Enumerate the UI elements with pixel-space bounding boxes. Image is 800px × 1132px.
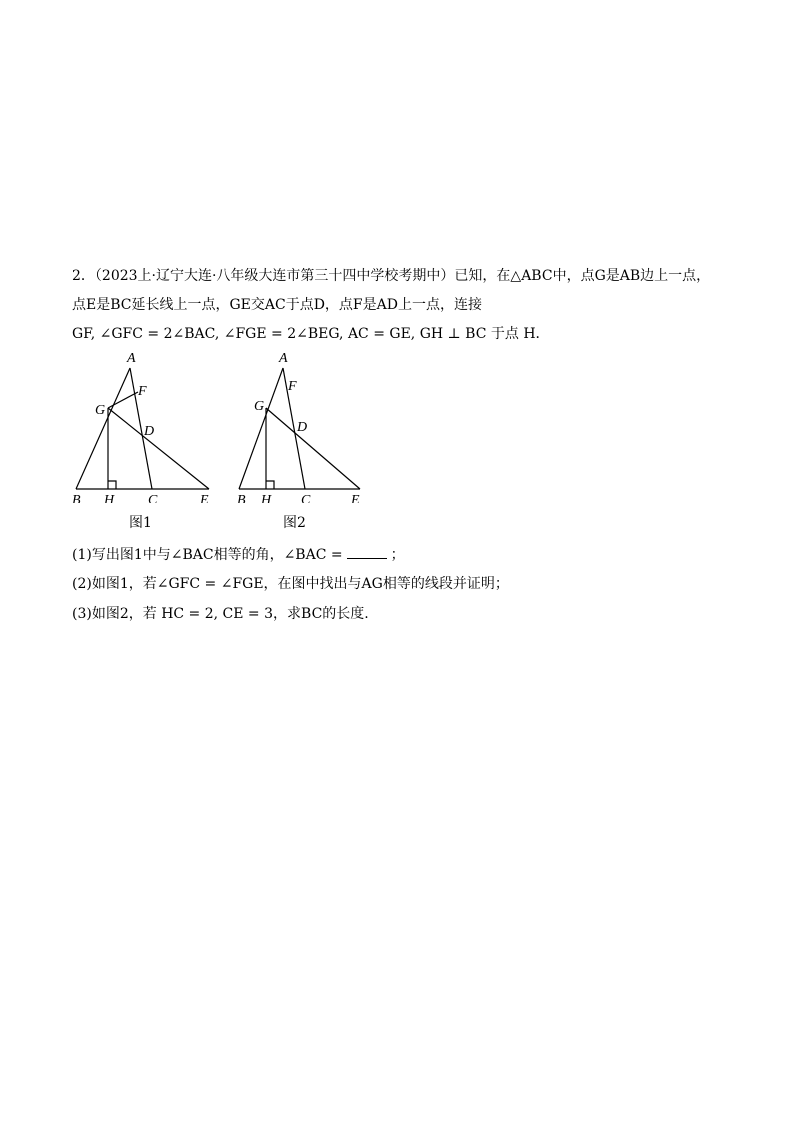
line-GF	[108, 392, 138, 408]
problem-line-1: 2．（2023上·辽宁大连·八年级大连市第三十四中学校考期中）已知，在△ABC中，点G是AB边上一点，	[72, 268, 711, 284]
label-H: H	[104, 493, 115, 503]
figure-1	[70, 348, 220, 503]
question-1-end: ；	[390, 547, 405, 563]
label-H: H	[261, 493, 272, 503]
label-F: F	[138, 384, 147, 399]
label-F: F	[288, 379, 297, 394]
label-C: C	[301, 493, 311, 503]
label-G: G	[95, 403, 106, 418]
label-A: A	[127, 351, 136, 366]
label-D: D	[144, 424, 155, 439]
label-B: B	[72, 493, 81, 503]
figure-2	[233, 348, 383, 503]
right-angle-mark	[108, 481, 116, 489]
label-E: E	[200, 493, 209, 503]
label-E: E	[351, 493, 360, 503]
line-GE	[266, 408, 360, 489]
label-G: G	[254, 399, 265, 414]
question-1	[72, 545, 405, 565]
question-3: (3)如图2，若 HC = 2, CE = 3，求BC的长度.	[72, 606, 369, 622]
question-2: (2)如图1，若∠GFC = ∠FGE，在图中找出与AG相等的线段并证明；	[72, 576, 509, 592]
figure-2-caption: 图2	[283, 515, 306, 531]
answer-blank[interactable]	[347, 546, 387, 559]
label-A: A	[279, 351, 288, 366]
line-AB	[76, 368, 130, 489]
problem-line-2: 点E是BC延长线上一点，GE交AC于点D，点F是AD上一点，连接	[72, 297, 482, 313]
right-angle-mark	[266, 481, 274, 489]
line-GE	[108, 408, 209, 489]
question-1-text: (1)写出图1中与∠BAC相等的角，∠BAC =	[72, 547, 343, 563]
problem-line-3: GF, ∠GFC = 2∠BAC, ∠FGE = 2∠BEG, AC = GE, GH ⊥ BC 于点 H．	[72, 326, 550, 342]
figure-1-caption: 图1	[129, 515, 152, 531]
label-B: B	[237, 493, 246, 503]
line-AB	[239, 368, 283, 489]
label-C: C	[148, 493, 158, 503]
label-D: D	[297, 420, 308, 435]
